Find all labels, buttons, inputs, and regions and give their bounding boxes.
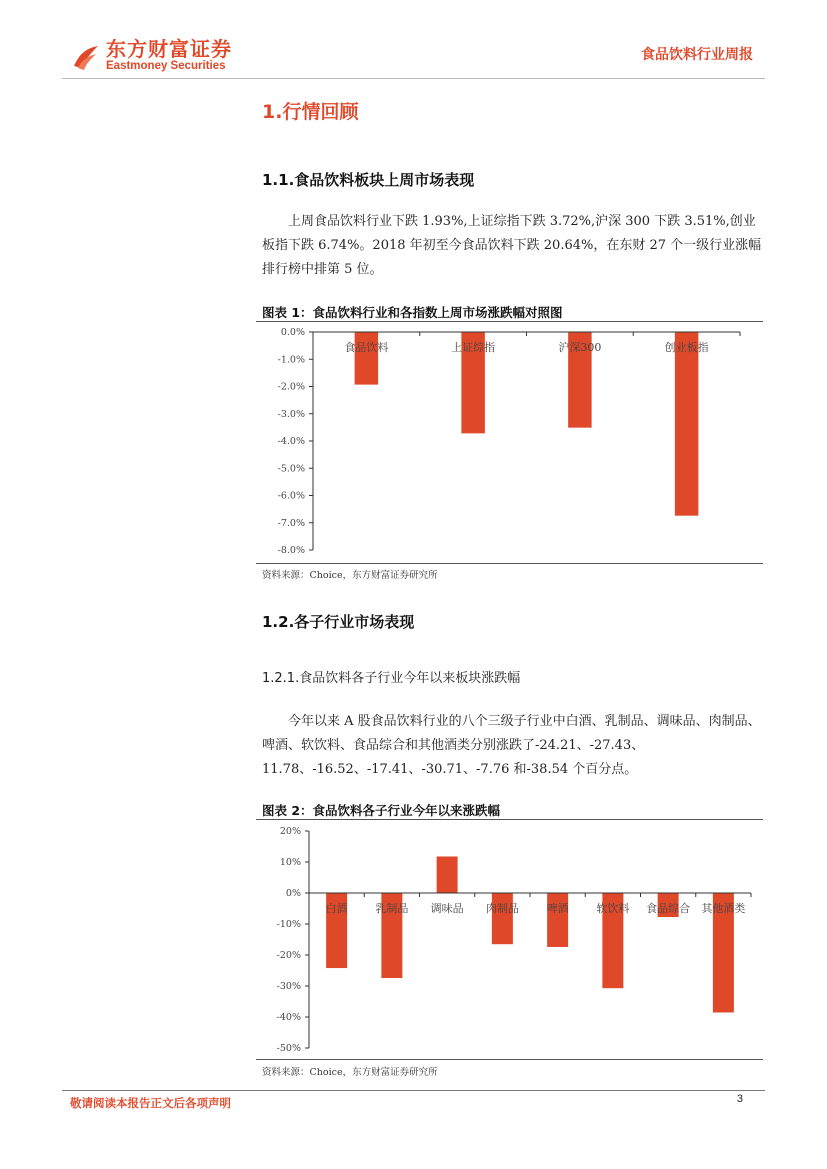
figure2-title: 图表 2：食品饮料各子行业今年以来涨跌幅 — [262, 803, 501, 818]
y-tick-label: -40% — [276, 1012, 301, 1023]
chart-bar — [675, 332, 698, 516]
y-tick-label: 10% — [279, 857, 301, 868]
y-tick-label: -6.0% — [277, 490, 305, 502]
subsection-title-1-1: 1.1.食品饮料板块上周市场表现 — [262, 171, 475, 189]
x-category-label: 调味品 — [430, 902, 464, 915]
y-tick-label: -4.0% — [277, 436, 305, 447]
y-tick-label: -10% — [276, 919, 301, 930]
subsection-title-1-2: 1.2.各子行业市场表现 — [262, 613, 415, 631]
x-category-label: 肉制品 — [485, 902, 519, 915]
figure2-bottom-rule — [256, 1059, 763, 1060]
y-tick-label: -30% — [276, 981, 301, 992]
figure1-source: 资料来源：Choice，东方财富证券研究所 — [262, 570, 438, 581]
paragraph-1-2-1 — [262, 710, 762, 782]
figure1-bottom-rule — [256, 563, 763, 564]
y-tick-label: -50% — [276, 1043, 301, 1054]
x-category-label: 食品综合 — [646, 902, 691, 915]
chart-bar — [492, 893, 513, 944]
section-title: 1.行情回顾 — [262, 101, 359, 123]
y-tick-label: -1.0% — [277, 354, 305, 366]
x-category-label: 创业板指 — [664, 341, 709, 354]
y-tick-label: -8.0% — [277, 545, 305, 556]
x-category-label: 食品饮料 — [344, 341, 389, 354]
company-logo — [70, 38, 232, 73]
y-tick-label: -2.0% — [277, 381, 305, 393]
x-category-label: 啤酒 — [546, 902, 569, 915]
x-category-label: 白酒 — [325, 902, 348, 915]
figure1-title: 图表 1：食品饮料行业和各指数上周市场涨跌幅对照图 — [262, 305, 563, 320]
subsection-title-1-2-1: 1.2.1.食品饮料各子行业今年以来板块涨跌幅 — [262, 671, 521, 686]
eastmoney-logo-icon — [70, 40, 102, 72]
figure2-chart — [256, 820, 763, 1058]
x-category-label: 其他酒类 — [701, 902, 746, 915]
y-tick-label: -20% — [276, 950, 301, 961]
footer-divider — [62, 1090, 765, 1091]
y-tick-label: 0% — [285, 888, 301, 899]
header-divider — [62, 78, 765, 79]
y-tick-label: -5.0% — [277, 463, 305, 475]
logo-english-name: Eastmoney Securities — [106, 60, 226, 72]
y-tick-label: 0.0% — [280, 327, 305, 338]
figure1-chart — [256, 322, 763, 562]
x-category-label: 上证综指 — [451, 341, 496, 354]
chart-bar — [355, 332, 378, 385]
report-type: 食品饮料行业周报 — [641, 47, 753, 63]
chart-bar — [437, 856, 458, 893]
logo-chinese-name: 东方财富证券 — [106, 37, 232, 61]
x-category-label: 乳制品 — [375, 902, 409, 915]
y-tick-label: -7.0% — [277, 517, 305, 529]
page-number: 3 — [736, 1093, 743, 1105]
x-category-label: 软饮料 — [596, 902, 630, 915]
x-category-label: 沪深300 — [558, 341, 602, 354]
footer-disclaimer: 敬请阅读本报告正文后各项声明 — [70, 1096, 231, 1110]
paragraph-1-1 — [262, 210, 762, 282]
paragraph-1-1-text: 上周食品饮料行业下跌 1.93%,上证综指下跌 3.72%,沪深 300 下跌 3.51%,创业板指下跌 6.74%。2018 年初至今食品饮料下跌 20.64%，在东财 27 个一级行业涨幅排行榜中排第 5 位。 — [262, 214, 762, 277]
paragraph-1-2-1-text: 今年以来 A 股食品饮料行业的八个三级子行业中白酒、乳制品、调味品、肉制品、啤酒、软饮料、食品综合和其他酒类分别涨跌了-24.21、-27.43、11.78、-16.52、-17.41、-30.71、-7.76 和-38.54 个百分点。 — [262, 714, 761, 777]
y-tick-label: -3.0% — [277, 408, 305, 420]
y-tick-label: 20% — [279, 826, 301, 837]
figure2-source: 资料来源：Choice，东方财富证券研究所 — [262, 1067, 438, 1078]
